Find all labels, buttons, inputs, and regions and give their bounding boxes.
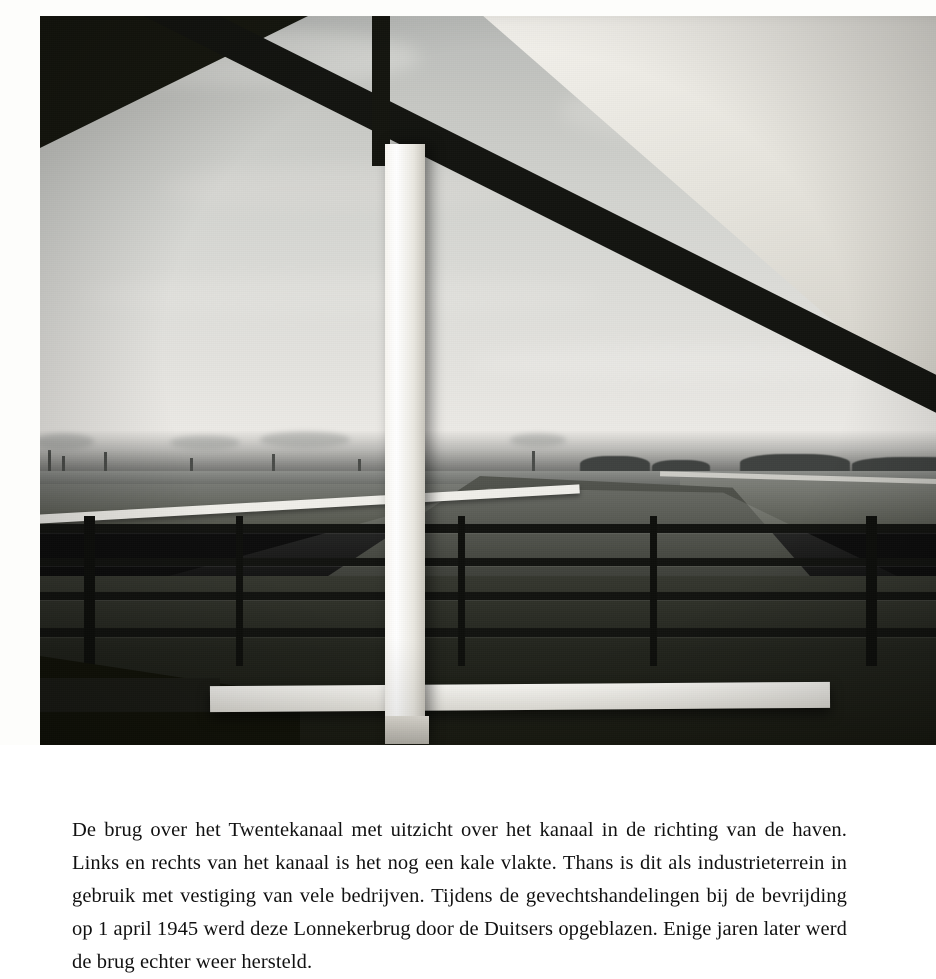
railing-post — [650, 516, 657, 666]
smoke-plume — [170, 436, 240, 450]
concrete-column-base — [385, 716, 429, 744]
kerb-shadow-left — [40, 678, 220, 712]
railing-post — [866, 516, 877, 666]
railing-post — [236, 516, 243, 666]
caption-block — [0, 745, 936, 973]
railing-bar — [40, 628, 936, 637]
smoke-plume — [510, 434, 566, 447]
white-kerb-band — [210, 682, 830, 712]
smoke-plume — [260, 432, 350, 448]
railing-bar — [40, 558, 936, 566]
concrete-column — [385, 144, 425, 744]
railing-post — [458, 516, 465, 666]
railing-bar — [40, 524, 936, 533]
smoke-plume — [40, 434, 94, 450]
railing-post — [84, 516, 95, 666]
railing-bar — [40, 592, 936, 600]
photo-caption: De brug over het Twentekanaal met uitzicht over het kanaal in de richting van de haven. Links en rechts van het kanaal is het nog een kale vlakte. Thans is dit als industrieterrein in gebruik met vestiging van vele bedrijven. Tijdens de gevechtshandelingen bij de bevrijding op 1 april 1945 werd deze Lonnekerbrug door de Duitsers opgeblazen. Enige jaren later werd de brug echter weer hersteld. — [72, 818, 847, 973]
cloud-band — [80, 276, 600, 316]
quay-edge-right — [660, 468, 936, 498]
bridge-photograph — [40, 16, 936, 761]
